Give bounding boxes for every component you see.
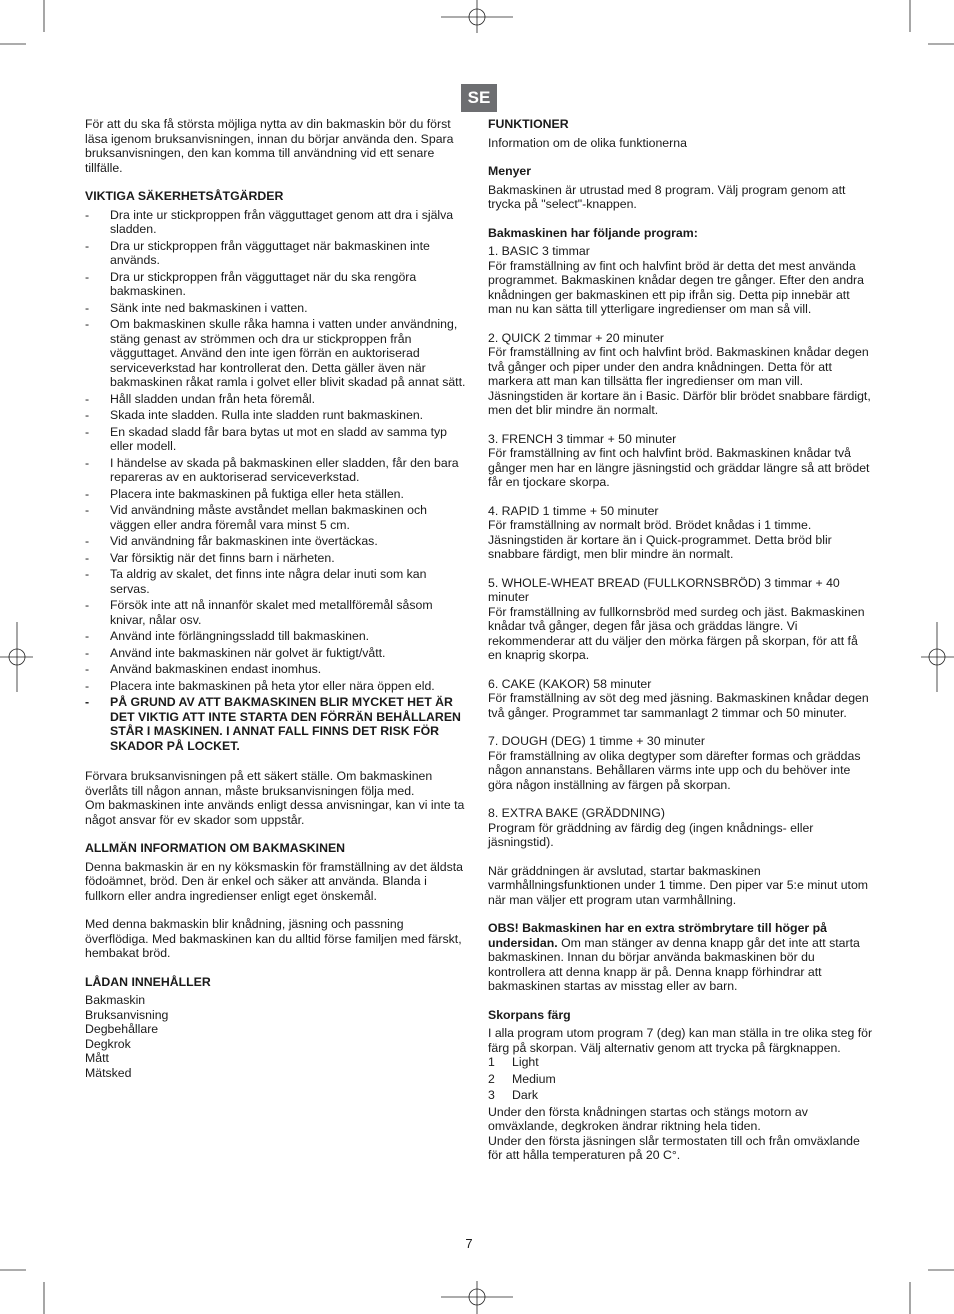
list-item: - Dra ur stickproppen från vägguttaget när du ska rengöra bakmaskinen. [85,270,467,299]
box-item: Mått [85,1051,109,1065]
list-item: - Använd inte bakmaskinen när golvet är fuktigt/vått. [85,646,467,661]
box-contents-heading: LÅDAN INNEHÅLLER [85,974,211,989]
list-item: - Vid användning måste avståndet mellan bakmaskinen och väggen eller andra föremål vara minst 5 cm. [85,503,467,532]
crust-text: I alla program utom program 7 (deg) kan man ställa in tre olika steg för färg på skorpan. Välj alternativ genom att trycka på färgknappen. [488,1026,873,1055]
registration-mark-right [921,622,954,692]
program-whole-wheat [488,576,873,663]
list-item: - Placera inte bakmaskinen på fuktiga eller heta ställen. [85,487,467,502]
registration-mark-left [0,622,33,692]
program-cake [488,677,873,721]
list-item: - Skada inte sladden. Rulla inte sladden runt bakmaskinen. [85,408,467,423]
safety-heading: VIKTIGA SÄKERHETSÅTGÄRDER [85,189,284,203]
page-number: 7 [465,1236,473,1251]
program-title: 2. QUICK 2 timmar + 20 minuter [488,330,664,345]
general-heading: ALLMÄN INFORMATION OM BAKMASKINEN [85,841,346,855]
list-item: - Sänk inte ned bakmaskinen i vatten. [85,301,467,316]
obs-text: Om man stänger av denna knapp går det inte att starta bakmaskinen. Innan du börjar använda bakmaskinen bör du kontrollera att denna knapp är på. Denna knapp förhindrar att bakmaskinen startas av misstag eller av barn. [488,935,860,993]
program-french [488,432,873,490]
program-title: 4. RAPID 1 timme + 50 minuter [488,503,659,518]
general-paragraph-1: Denna bakmaskin är en ny köksmaskin för framställning av det äldsta födoämnet, bröd. Den är enkel och säker att använda. Blanda i fullkorn eller andra ingredienser enligt eget önskemål. [85,859,463,903]
closing-paragraph-2: Under den första jäsningen slår termostaten till och från omväxlande för att hålla temperaturen på 20 C°. [488,1133,860,1162]
box-item: Bruksanvisning [85,1007,169,1022]
storage-paragraph: Förvara bruksanvisningen på ett säkert ställe. Om bakmaskinen överlåts till någon annan, måste bruksanvisningen följa med. [85,769,433,798]
program-text: Program för gräddning av färdig deg (ingen knådnings- eller jäsningstid). [488,820,814,849]
list-item: - Ta aldrig av skalet, det finns inte några delar inuti som kan servas. [85,567,467,596]
list-item: - Försök inte att nå innanför skalet med metallföremål såsom knivar, nålar osv. [85,598,467,627]
list-item: - Använd bakmaskinen endast inomhus. [85,662,467,677]
list-item: - Var försiktig när det finns barn i närheten. [85,551,467,566]
closing-paragraph-1: Under den första knådningen startas och stängs motorn av omväxlande, degkroken ändrar riktning hela tiden. [488,1104,808,1133]
program-title: 6. CAKE (KAKOR) 58 minuter [488,676,652,691]
program-text: För framställning av fint och halvfint bröd. Bakmaskinen knådar degen två gånger och piper under den andra knådningen. Detta för att markera att man kan tillsätta fler ingredienser om man vill. Jäsningstiden är kortare än i Basic. Därför blir brödet snabbare färdigt, men det blir mindre än normalt. [488,345,871,417]
safety-list [85,208,467,754]
left-column [85,117,467,1080]
general-paragraph-2: Med denna bakmaskin blir knådning, jäsning och passning överflödiga. Med bakmaskinen kan du alltid förse familjen med färskt, hembakat bröd. [85,917,462,960]
program-title: 3. FRENCH 3 timmar + 50 minuter [488,431,677,446]
program-text: För framställning av fint och halvfint bröd är detta det mest använda programmet. Bakmaskinen knådar degen tre gånger. Efter den andra knådningen ger bakmaskinen ett pip ifrån sig. Detta pip innebär att man nu kan sätta till ytterligare ingredienser om man så vill. [488,258,864,316]
list-item: - I händelse av skada på bakmaskinen eller sladden, får den bara repareras av en auktoriserad serviceverkstad. [85,456,467,485]
liability-paragraph: Om bakmaskinen inte används enligt dessa anvisningar, kan vi inte ta något ansvar för ev skador som uppstår. [85,798,465,827]
program-text: För framställning av söt deg med jäsning. Bakmaskinen knådar degen två gånger. Programmet tar sammanlagt 2 timmar och 50 minuter. [488,691,869,720]
program-text: För framställning av normalt bröd. Brödet knådas i 1 timme. Jäsningstiden är kortare än i Quick-programmet. Detta bröd blir snabbare färdigt, men blir mindre än normalt. [488,518,832,561]
program-text: För framställning av olika degtyper som därefter formas och gräddas någon annanstans. Behållaren värms inte upp och du behöver inte göra någon inställning av färgen på skorpan. [488,748,861,792]
list-item: - Placera inte bakmaskinen på heta ytor eller nära öppen eld. [85,679,467,694]
keep-warm-paragraph: När gräddningen är avslutad, startar bakmaskinen varmhållningsfunktionen under 1 timme. Den piper var 5:e minut utom när man väljer ett program utan varmhållning. [488,863,869,907]
list-item: - Håll sladden undan från heta föremål. [85,392,467,407]
safety-warning: - PÅ GRUND AV ATT BAKMASKINEN BLIR MYCKET HET ÄR DET VIKTIG ATT INTE STARTA DEN FÖRRÄN BEHÅLLAREN STÅR I MASKINEN. I ANNAT FALL FINNS DET RISK FÖR SKADOR PÅ LOCKET. [85,695,467,753]
program-dough [488,734,873,792]
registration-mark-top [441,0,513,33]
crust-options [488,1055,873,1103]
obs-paragraph [488,921,873,994]
list-item: - Dra ur stickproppen från vägguttaget när bakmaskinen inte används. [85,239,467,268]
box-item: Degbehållare [85,1022,159,1036]
crust-heading: Skorpans färg [488,1007,571,1022]
language-badge: SE [461,84,497,112]
program-title: 1. BASIC 3 timmar [488,244,590,258]
list-item: - Dra inte ur stickproppen från vägguttaget genom att dra i själva sladden. [85,208,467,237]
list-item: - Använd inte förlängningssladd till bakmaskinen. [85,629,467,644]
list-item: 3 Dark [488,1088,538,1102]
list-item: 1 Light [488,1055,539,1069]
obs-bold: OBS! Bakmaskinen har en extra strömbrytare till höger på undersidan. [488,921,827,950]
list-item: - Om bakmaskinen skulle råka hamna i vatten under användning, stäng genast av strömmen och dra ur stickproppen från vägguttaget. Använd den inte igen förrän en auktoriserad serviceverkstad har kontrollerat den. Detta gäller även när bakmaskinen råkat ramla i golvet eller blivit skadad på annat sätt. [85,317,467,390]
program-basic [488,244,873,317]
menus-text: Bakmaskinen är utrustad med 8 program. Välj program genom att trycka på "select"-knappen. [488,182,846,211]
program-text: För framställning av fint och halvfint bröd. Bakmaskinen knådar två gånger men har en längre jäsningstid och gräddar längre så att brödet får en tjockare skorpa. [488,446,870,489]
program-title: 7. DOUGH (DEG) 1 timme + 30 minuter [488,734,705,748]
program-text: För framställning av fullkornsbröd med surdeg och jäst. Bakmaskinen knådar två gånger, degen får jäsa och gräddas längre. Vi rekommenderar att du väljer den mörka färgen på skorpan, för att få en knaprig skorpa. [488,604,865,662]
box-item: Degkrok [85,1036,131,1051]
programs-heading: Bakmaskinen har följande program: [488,225,698,240]
program-title: 5. WHOLE-WHEAT BREAD (FULLKORNSBRÖD) 3 timmar + 40 minuter [488,575,840,604]
registration-mark-bottom [441,1281,513,1314]
box-item: Mätsked [85,1065,132,1080]
list-item: 2 Medium [488,1071,556,1086]
box-item: Bakmaskin [85,993,146,1007]
list-item: - Vid användning får bakmaskinen inte övertäckas. [85,534,467,549]
menus-heading: Menyer [488,164,532,178]
program-title: 8. EXTRA BAKE (GRÄDDNING) [488,806,665,820]
right-column [488,117,873,1163]
intro-paragraph: För att du ska få största möjliga nytta av din bakmaskin bör du först läsa igenom bruksanvisningen, innan du börjar använda den. Spara bruksanvisningen, den kan komma till användning vid ett senare tillfälle. [85,117,454,175]
list-item: - En skadad sladd får bara bytas ut mot en sladd av samma typ eller modell. [85,425,467,454]
functions-heading: FUNKTIONER [488,117,569,131]
program-quick [488,331,873,418]
program-rapid [488,504,873,562]
program-extra-bake [488,806,873,850]
functions-text: Information om de olika funktionerna [488,135,687,150]
